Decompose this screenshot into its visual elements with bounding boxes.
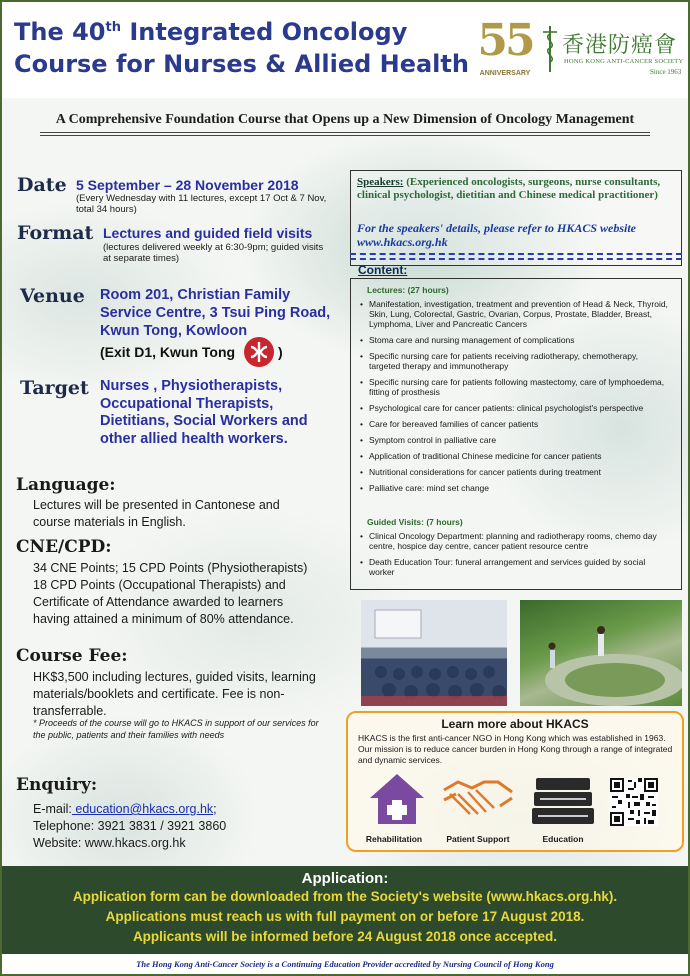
list-item: • Death Education Tour: funeral arrangement and services guided by social worker — [360, 557, 670, 577]
anniversary-label: ANNIVERSARY — [479, 70, 531, 77]
course-fee-text: HK$3,500 including lectures, guided visits, learning materials/booklets and certificate. Fee is non-transferrable. — [33, 670, 316, 718]
list-item: • Nutritional considerations for cancer patients during treatment — [360, 467, 670, 477]
list-item: • Psychological care for cancer patients: clinical psychologist's perspective — [360, 403, 670, 413]
list-item: • Palliative care: mind set change — [360, 483, 670, 493]
application-line-2: Applications must reach us with full payment on or before 17 August 2018. — [105, 909, 585, 924]
language-text: Lectures will be presented in Cantonese and course materials in English. — [33, 498, 280, 529]
header — [2, 2, 688, 98]
format-label: Format — [17, 222, 94, 244]
venue-exit-close: ) — [278, 344, 283, 360]
enquiry-heading: Enquiry: — [16, 775, 98, 795]
service-rehabilitation: Rehabilitation — [365, 834, 423, 844]
books-icon — [530, 772, 596, 828]
lectures-label: Lectures: (27 hours) — [367, 285, 449, 295]
format-note: (lectures delivered weekly at 6:30-9pm; guided visits at separate times) — [103, 242, 324, 264]
venue-label: Venue — [20, 285, 85, 307]
enquiry-email-row — [33, 801, 333, 818]
accreditation-statement: The Hong Kong Anti-Cancer Society is a Continuing Education Provider accredited by Nursing Council of Hong Kong — [2, 955, 688, 974]
service-education: Education — [542, 834, 584, 844]
divider — [40, 132, 650, 136]
list-item: • Specific nursing care for patients receiving radiotherapy, chemotherapy, targeted therapy and immunotherapy — [360, 351, 670, 371]
language-heading: Language: — [16, 475, 116, 495]
dashed-divider — [350, 253, 682, 255]
list-item: • Stoma care and nursing management of complications — [360, 335, 670, 345]
list-item: • Clinical Oncology Department: planning and radiotherapy rooms, chemo day centre, hospice day centre, cancer patient resource centre — [360, 531, 670, 551]
society-name-chinese: 香港防癌會 — [562, 33, 678, 58]
mtr-logo-icon — [244, 337, 274, 367]
enquiry-website: Website: www.hkacs.org.hk — [33, 836, 186, 850]
speakers-label: Speakers: — [357, 176, 404, 188]
email-separator: ; — [213, 802, 217, 816]
venue-value: Room 201, Christian Family Service Centre, 3 Tsui Ping Road, Kwun Tong, Kowloon — [100, 287, 331, 339]
service-patient-support: Patient Support — [446, 834, 510, 844]
application-title: Application: — [301, 870, 389, 887]
content-heading: Content: — [358, 263, 408, 277]
venue-exit: (Exit D1, Kwun Tong — [100, 344, 236, 360]
anniversary-number: 55 — [477, 15, 533, 66]
application-line-3: Applicants will be informed before 24 August 2018 once accepted. — [132, 929, 558, 944]
list-item: • Application of traditional Chinese medicine for cancer patients — [360, 451, 670, 461]
lectures-list — [360, 299, 670, 499]
email-link[interactable]: education@hkacs.org.hk — [71, 802, 214, 816]
speakers-reference: For the speakers' details, please refer to HKACS website www.hkacs.org.hk — [357, 221, 636, 249]
speakers-desc: (Experienced oncologists, surgeons, nurse consultants, clinical psychologist, dietitian and Chinese medical practitioner) — [357, 176, 661, 201]
society-since: Since 1963 — [650, 68, 682, 76]
dashed-divider — [350, 258, 682, 260]
course-fee-note: * Proceeds of the course will go to HKACS in support of our services for the public, patients and their families with needs — [33, 718, 319, 740]
list-item: • Care for bereaved families of cancer patients — [360, 419, 670, 429]
speakers-description — [357, 176, 679, 202]
title-part: The 40 — [14, 18, 106, 46]
cne-heading: CNE/CPD: — [16, 537, 112, 557]
society-name-english: HONG KONG ANTI-CANCER SOCIETY — [564, 58, 684, 65]
format-value: Lectures and guided field visits — [103, 225, 313, 241]
visits-label: Guided Visits: (7 hours) — [367, 517, 463, 527]
anniversary-logo — [476, 12, 534, 90]
title-line-2: Course for Nurses & Allied Health — [14, 50, 469, 78]
tagline: A Comprehensive Foundation Course that Opens up a New Dimension of Oncology Management — [55, 112, 635, 127]
application-line-1: Application form can be downloaded from the Society's website (www.hkacs.org.hk). — [72, 889, 618, 904]
qr-code[interactable] — [610, 778, 658, 826]
list-item: • Specific nursing care for patients following mastectomy, care of lymphoedema, fitting of prosthesis — [360, 377, 670, 397]
target-value: Nurses , Physiotherapists, Occupational Therapists, Dietitians, Social Workers and other allied health workers. — [100, 378, 308, 447]
visits-list — [360, 531, 670, 583]
speakers-box — [350, 170, 682, 266]
enquiry-telephone: Telephone: 3921 3831 / 3921 3860 — [33, 819, 227, 833]
list-item: • Symptom control in palliative care — [360, 435, 670, 445]
course-fee-heading: Course Fee: — [16, 646, 128, 666]
hkacs-emblem-icon — [540, 24, 560, 74]
target-label: Target — [20, 377, 89, 399]
date-label: Date — [17, 174, 67, 196]
list-item: • Manifestation, investigation, treatment and prevention of Head & Neck, Thyroid, Skin, Lung, Colorectal, Gastric, Ovarian, Corpus, Prostate, Bladder, Breast, Lymphoma, Liver and Pancreatic Cancers — [360, 299, 670, 329]
learn-more-body: HKACS is the first anti-cancer NGO in Hong Kong which was established in 1963. Our mission is to reduce cancer burden in Hong Kong through a range of integrated and dynamic services. — [358, 733, 673, 765]
title-superscript: th — [105, 20, 121, 35]
handshake-icon — [440, 772, 516, 826]
learn-more-title: Learn more about HKACS — [441, 717, 589, 731]
page-title — [14, 16, 469, 80]
email-label: E-mail: — [33, 802, 72, 816]
field-visit-photo — [520, 600, 682, 706]
cne-text: 34 CNE Points; 15 CPD Points (Physiotherapists) 18 CPD Points (Occupational Therapists) and Certificate of Attendance awarded to learners having attained a minimum of 80% attendance. — [33, 561, 308, 626]
house-icon — [366, 770, 428, 828]
date-value: 5 September – 28 November 2018 — [76, 177, 299, 193]
date-note: (Every Wednesday with 11 lectures, except 17 Oct & 7 Nov, total 34 hours) — [76, 193, 327, 215]
title-part: Integrated Oncology — [120, 18, 408, 46]
lecture-photo — [361, 600, 507, 706]
